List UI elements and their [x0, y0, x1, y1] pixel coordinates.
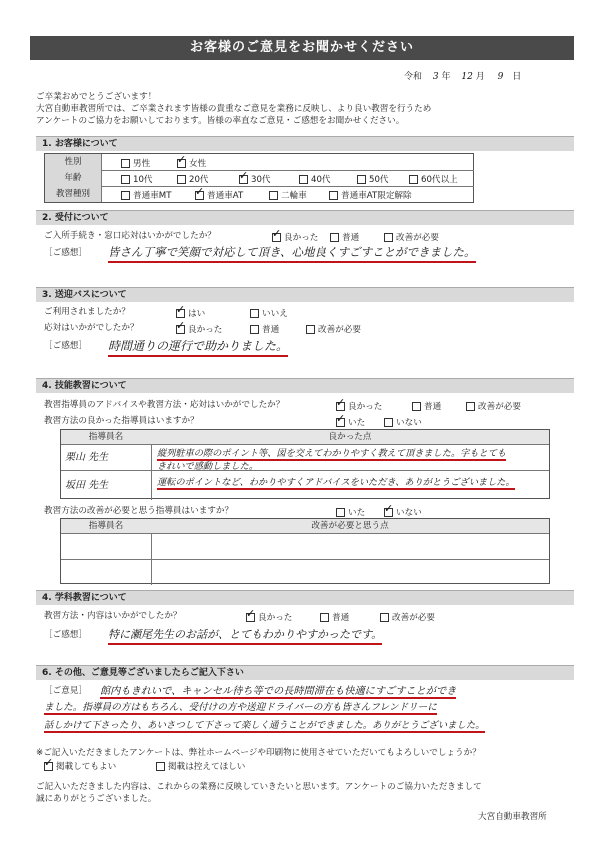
- other-comment-label: ［ご意見］: [44, 686, 88, 696]
- age-60s-checkbox[interactable]: [409, 175, 418, 184]
- type-at-option[interactable]: ✓ 普通車AT: [195, 189, 243, 201]
- gender-male-option[interactable]: 男性: [121, 157, 150, 169]
- classroom-comment: 特に瀬尾先生のお話が、とてもわかりやすかったです。: [108, 626, 382, 645]
- practical-advice-question: 教習指導員のアドバイスや教習方法・応対はいかがでしたか？: [44, 400, 285, 410]
- section-4-header: 4. 技能教習について: [36, 378, 574, 393]
- age-60s-option[interactable]: 60代以上: [409, 173, 458, 185]
- date-era: 令和: [404, 72, 423, 82]
- age-10s-option[interactable]: 10代: [121, 173, 153, 185]
- date-year: 3: [432, 72, 439, 82]
- bus-comment-label: ［ご感想］: [44, 341, 88, 351]
- good-table-col-name: 指導員名: [61, 430, 152, 445]
- classroom-improve-option[interactable]: 改善が必要: [380, 611, 435, 623]
- reception-improve-option[interactable]: 改善が必要: [384, 231, 439, 243]
- date-line: [404, 72, 521, 83]
- practical-normal-checkbox[interactable]: [412, 402, 421, 411]
- age-label: 年齢: [45, 170, 102, 187]
- table-row-2-point-line1: 運転のポイントなど、わかりやすくアドバイスをいただき、ありがとうございました。: [157, 474, 515, 490]
- good-instructor-no-checkbox[interactable]: [384, 418, 393, 427]
- practical-improve-checkbox[interactable]: [466, 402, 475, 411]
- gender-male-checkbox[interactable]: [121, 159, 130, 168]
- age-10s-checkbox[interactable]: [121, 175, 130, 184]
- reception-normal-option[interactable]: 普通: [330, 231, 359, 243]
- classroom-improve-checkbox[interactable]: [380, 613, 389, 622]
- reception-question: ご入所手続き・窓口応対はいかがでしたか？: [44, 231, 216, 241]
- classroom-good-checkbox[interactable]: [246, 613, 255, 622]
- date-year-unit: 年: [441, 72, 451, 82]
- date-day-unit: 日: [512, 72, 522, 82]
- bad-instructor-table: [60, 518, 550, 584]
- age-40s-option[interactable]: 40代: [299, 173, 331, 185]
- section-1-header: 1. お客様について: [36, 136, 574, 151]
- other-comment-line-2: ました。指導員の方はもちろん、受付けの方や送迎ドライバーの方も皆さんフレンドリーに: [44, 699, 437, 715]
- date-month: 12: [461, 72, 473, 82]
- age-30s-option[interactable]: ✓ 30代: [239, 173, 271, 185]
- bus-normal-checkbox[interactable]: [250, 325, 259, 334]
- type-bike-checkbox[interactable]: [269, 191, 278, 200]
- date-month-unit: 月: [475, 72, 485, 82]
- practical-good-checkbox[interactable]: [336, 402, 345, 411]
- gender-female-checkbox[interactable]: [177, 159, 186, 168]
- intro-line-1: ご卒業おめでとうございます！: [36, 92, 157, 102]
- bad-instructor-question: 教習方法の改善が必要と思う指導員はいますか？: [44, 506, 234, 516]
- footer-line-2: 誠にありがとうございました。: [36, 794, 157, 804]
- type-mt-option[interactable]: 普通車MT: [121, 189, 171, 201]
- practical-improve-option[interactable]: 改善が必要: [466, 400, 521, 412]
- age-20s-checkbox[interactable]: [177, 175, 186, 184]
- age-40s-checkbox[interactable]: [299, 175, 308, 184]
- bus-improve-option[interactable]: 改善が必要: [306, 323, 361, 335]
- bad-table-col-point: 改善が必要と思う点: [151, 519, 549, 534]
- good-instructor-table: [60, 429, 550, 499]
- gender-female-option[interactable]: ✓ 女性: [177, 157, 206, 169]
- consent-allow-checkbox[interactable]: [44, 762, 53, 771]
- type-label: 教習種別: [45, 186, 102, 202]
- bus-service-question: 応対はいかがでしたか？: [44, 323, 139, 333]
- consent-allow-option[interactable]: ✓ 掲載してもよい: [44, 760, 116, 772]
- practical-normal-option[interactable]: 普通: [412, 400, 441, 412]
- consent-deny-option[interactable]: 掲載は控えてほしい: [156, 760, 245, 772]
- classroom-good-option[interactable]: ✓ 良かった: [246, 611, 292, 623]
- gender-label: 性別: [45, 154, 102, 171]
- section-6-header: 6. その他、ご意見等ございましたらご記入下さい: [36, 665, 574, 680]
- other-comment-line-3: 話しかけて下さったり、あいさつして下さって楽しく通うことができました。ありがとうございました。: [44, 717, 485, 733]
- bus-comment: 時間通りの運行で助かりました。: [108, 337, 288, 357]
- good-table-col-point: 良かった点: [151, 430, 549, 445]
- good-instructor-no-option[interactable]: いない: [384, 416, 422, 428]
- consent-deny-checkbox[interactable]: [156, 762, 165, 771]
- reception-comment-label: ［ご感想］: [44, 248, 88, 258]
- section-3-header: 3. 送迎バスについて: [36, 287, 574, 302]
- other-comment-line-1: 館内もきれいで、キャンセル待ち等での長時間滞在も快適にすごすことができ: [100, 682, 456, 699]
- table-row-2-instructor: 坂田 先生: [65, 480, 109, 491]
- bus-used-question: ご利用されましたか？: [44, 307, 130, 317]
- reception-normal-checkbox[interactable]: [330, 233, 339, 242]
- classroom-question: 教習方法・内容はいかがでしたか？: [44, 611, 182, 621]
- age-50s-checkbox[interactable]: [357, 175, 366, 184]
- practical-good-option[interactable]: ✓ 良かった: [336, 400, 382, 412]
- classroom-normal-option[interactable]: 普通: [320, 611, 349, 623]
- type-bike-option[interactable]: 二輪車: [269, 189, 307, 201]
- type-mt-checkbox[interactable]: [121, 191, 130, 200]
- table-row-1-instructor: 栗山 先生: [65, 452, 109, 463]
- bus-good-option[interactable]: ✓ 良かった: [176, 323, 222, 335]
- bad-instructor-yes-option[interactable]: いた: [336, 506, 365, 518]
- footer-line-1: ご記入いただきました内容は、これからの業務に反映していきたいと思います。アンケートのご協力いただきまして: [36, 782, 482, 792]
- bus-used-no-checkbox[interactable]: [250, 309, 259, 318]
- intro-line-2: 大宮自動車教習所では、ご卒業されます皆様の貴重なご意見を業務に反映し、より良い教習を行うため: [36, 104, 432, 114]
- reception-good-option[interactable]: ✓ 良かった: [272, 231, 318, 243]
- type-at-release-checkbox[interactable]: [329, 191, 338, 200]
- reception-improve-checkbox[interactable]: [384, 233, 393, 242]
- bad-instructor-no-checkbox[interactable]: [384, 508, 393, 517]
- age-50s-option[interactable]: 50代: [357, 173, 389, 185]
- reception-comment: 皆さん丁寧で笑顔で対応して頂き、心地良くすごすことができました。: [108, 244, 476, 263]
- good-instructor-yes-option[interactable]: ✓ いた: [336, 416, 365, 428]
- date-day: 9: [497, 72, 504, 82]
- classroom-normal-checkbox[interactable]: [320, 613, 329, 622]
- reception-good-checkbox[interactable]: [272, 233, 281, 242]
- consent-question: ※ご記入いただきましたアンケートは、弊社ホームページや印刷物に使用させていただいてもよろしいでしょうか？: [36, 748, 481, 758]
- bus-used-yes-checkbox[interactable]: [176, 309, 185, 318]
- bus-normal-option[interactable]: 普通: [250, 323, 279, 335]
- type-at-release-option[interactable]: 普通車AT限定解除: [329, 189, 412, 201]
- table-row-1-point-line1: 縦列駐車の際のポイント等、図を交えてわかりやすく教えて頂きました。字もとても: [157, 445, 506, 461]
- section-2-header: 2. 受付について: [36, 210, 574, 225]
- bad-table-col-name: 指導員名: [61, 519, 152, 534]
- company-name: 大宮自動車教習所: [478, 812, 547, 822]
- bad-instructor-no-option[interactable]: ✓ いない: [384, 506, 422, 518]
- age-30s-checkbox[interactable]: [239, 175, 248, 184]
- section-5-header: 4. 学科教習について: [36, 590, 574, 605]
- bus-used-no-option[interactable]: いいえ: [250, 307, 288, 319]
- table-row-1-point-line2: きれいで感動しました。: [157, 461, 259, 472]
- bad-instructor-yes-checkbox[interactable]: [336, 508, 345, 517]
- bus-good-checkbox[interactable]: [176, 325, 185, 334]
- age-20s-option[interactable]: 20代: [177, 173, 209, 185]
- good-instructor-yes-checkbox[interactable]: [336, 418, 345, 427]
- type-at-checkbox[interactable]: [195, 191, 204, 200]
- classroom-comment-label: ［ご感想］: [44, 630, 88, 640]
- intro-line-3: アンケートのご協力をお願いしております。皆様の率直なご意見・ご感想をお聞かせください。: [36, 116, 405, 126]
- customer-info-table: [44, 153, 474, 203]
- bus-improve-checkbox[interactable]: [306, 325, 315, 334]
- bus-used-yes-option[interactable]: ✓ はい: [176, 307, 205, 319]
- page-title: お客様のご意見をお聞かせください: [30, 36, 574, 60]
- good-instructor-question: 教習方法の良かった指導員はいますか？: [44, 416, 199, 426]
